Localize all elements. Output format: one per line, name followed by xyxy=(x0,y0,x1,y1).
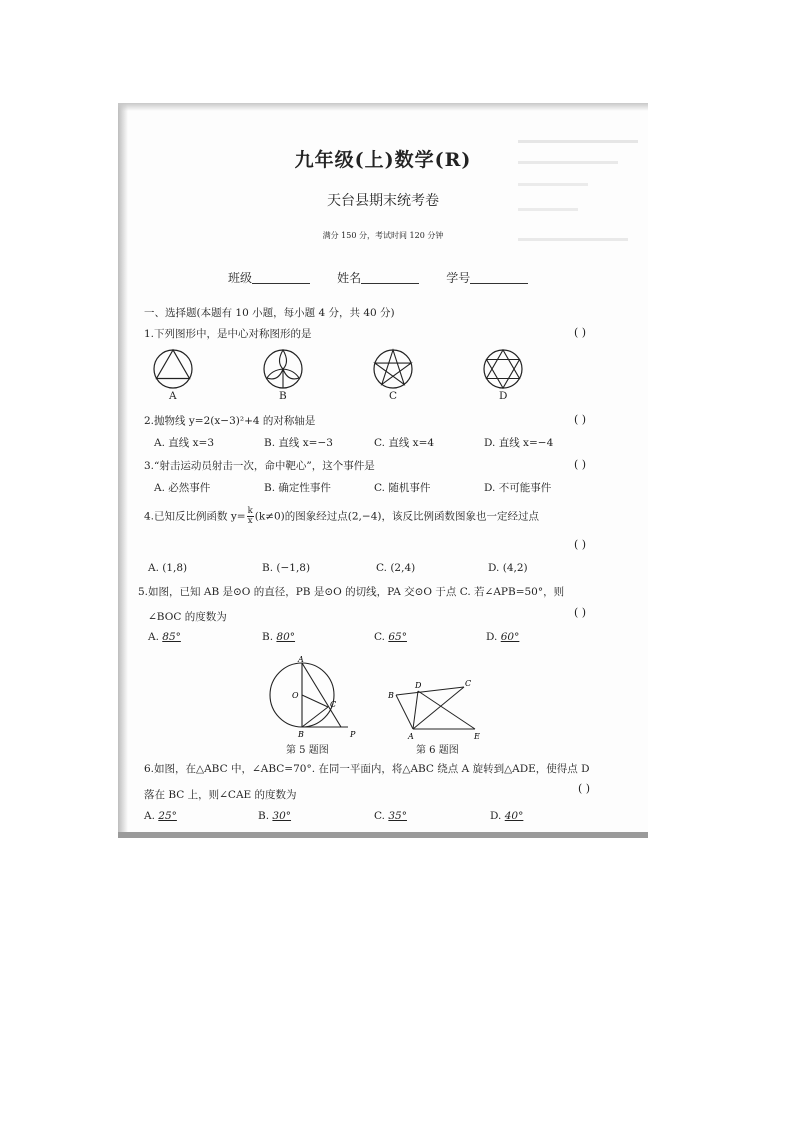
q4-option-a: A. (1,8) xyxy=(148,562,188,574)
figure-6-caption: 第 6 题图 xyxy=(416,745,459,756)
q6-option-c-value: 35° xyxy=(388,810,407,822)
figure-b-petals-in-circle xyxy=(264,350,302,388)
question-3: 3.“射击运动员射击一次，命中靶心”，这个事件是 xyxy=(144,460,375,472)
fig6-label-c: C xyxy=(465,679,472,688)
exam-subtitle: 天台县期末统考卷 xyxy=(327,193,439,209)
q5-option-d-value: 60° xyxy=(500,631,520,643)
fig5-label-a: A xyxy=(298,655,304,664)
q5-option-b-letter: B. xyxy=(262,631,274,643)
q2-option-a: A. 直线 x=3 xyxy=(154,437,214,449)
q3-option-a: A. 必然事件 xyxy=(154,482,211,494)
question-5-line-1: 5.如图，已知 AB 是⊙O 的直径，PB 是⊙O 的切线，PA 交⊙O 于点 C. 若∠APB=50°，则 xyxy=(138,586,565,598)
q5-option-a xyxy=(148,631,181,643)
q5-option-c-value: 65° xyxy=(388,631,407,643)
bleed-through xyxy=(518,183,588,186)
q4-fraction xyxy=(247,507,254,526)
q6-option-c-letter: C. xyxy=(374,810,385,822)
answer-paren-6[interactable]: ( ) xyxy=(578,782,591,795)
id-label: 学号 xyxy=(446,271,471,285)
q6-option-d-letter: D. xyxy=(490,810,502,822)
bleed-through xyxy=(518,140,638,143)
q4-option-c: C. (2,4) xyxy=(376,562,416,574)
fig5-label-o: O xyxy=(292,691,299,700)
q3-option-b: B. 确定性事件 xyxy=(264,482,331,494)
q6-option-b xyxy=(258,810,291,822)
q3-option-d: D. 不可能事件 xyxy=(484,482,552,494)
q2-option-c: C. 直线 x=4 xyxy=(374,437,435,449)
fig5-label-c: C xyxy=(330,700,337,709)
q5-option-c-letter: C. xyxy=(374,631,385,643)
q5-option-b xyxy=(262,631,295,643)
q6-option-d-value: 40° xyxy=(504,810,524,822)
section-heading: 一、选择题(本题有 10 小题，每小题 4 分，共 40 分) xyxy=(144,307,395,319)
figure-d-hexagram-in-circle xyxy=(484,350,522,388)
q1-label-b: B xyxy=(279,390,287,402)
q3-option-c: C. 随机事件 xyxy=(374,482,431,494)
question-4 xyxy=(144,507,539,526)
q5-option-a-value: 85° xyxy=(162,631,181,643)
question-1: 1.下列图形中，是中心对称图形的是 xyxy=(144,328,312,340)
q4-option-b: B. (−1,8) xyxy=(262,562,311,574)
question-6-line-1: 6.如图，在△ABC 中，∠ABC=70°. 在同一平面内，将△ABC 绕点 A 旋转到△ADE，使得点 D xyxy=(144,763,590,775)
name-blank[interactable] xyxy=(361,271,419,284)
q2-option-d: D. 直线 x=−4 xyxy=(484,437,554,449)
q5-option-d-letter: D. xyxy=(486,631,498,643)
fig6-label-b: B xyxy=(388,691,394,700)
figure-5-caption: 第 5 题图 xyxy=(286,745,329,756)
class-blank[interactable] xyxy=(252,271,310,284)
answer-paren-2[interactable]: ( ) xyxy=(574,413,587,426)
fig6-label-d: D xyxy=(415,681,422,690)
figure-5 xyxy=(264,655,364,743)
name-label: 姓名 xyxy=(337,271,362,285)
q5-option-d xyxy=(486,631,519,643)
fig6-label-a: A xyxy=(408,732,414,741)
q5-option-b-value: 80° xyxy=(276,631,296,643)
q6-option-a xyxy=(144,810,177,822)
q1-label-a: A xyxy=(169,390,177,402)
q4-fraction-numerator: k xyxy=(247,506,253,516)
figure-a-triangle-in-circle xyxy=(154,350,192,388)
q5-option-c xyxy=(374,631,407,643)
student-info-row xyxy=(228,267,528,286)
q2-option-b: B. 直线 x=−3 xyxy=(264,437,333,449)
q4-text-a: 4.已知反比例函数 y= xyxy=(144,510,246,523)
q6-option-b-letter: B. xyxy=(258,810,270,822)
q6-option-a-value: 25° xyxy=(158,810,177,822)
q6-option-a-letter: A. xyxy=(144,810,155,822)
answer-paren-5[interactable]: ( ) xyxy=(574,606,587,619)
question-5-line-2: ∠BOC 的度数为 xyxy=(148,611,227,623)
q1-label-d: D xyxy=(499,390,508,402)
q4-option-d: D. (4,2) xyxy=(488,562,528,574)
class-label: 班级 xyxy=(228,271,253,285)
answer-paren-3[interactable]: ( ) xyxy=(574,458,587,471)
scanned-exam-page xyxy=(118,103,648,838)
fig5-label-b: B xyxy=(298,730,304,739)
fig6-label-e: E xyxy=(474,732,480,741)
scan-bottom-edge xyxy=(118,832,648,838)
q1-figures xyxy=(148,346,528,401)
q6-option-c xyxy=(374,810,407,822)
figure-c-star-in-circle xyxy=(374,350,412,388)
q6-option-d xyxy=(490,810,523,822)
exam-info: 满分 150 分，考试时间 120 分钟 xyxy=(322,231,444,240)
exam-title: 九年级(上)数学(R) xyxy=(294,149,472,171)
id-blank[interactable] xyxy=(470,271,528,284)
scan-shadow xyxy=(118,103,128,838)
fig5-label-p: P xyxy=(350,730,356,739)
scan-shadow xyxy=(118,103,648,111)
figure-6 xyxy=(388,677,484,741)
answer-paren-1[interactable]: ( ) xyxy=(574,326,587,339)
q5-option-a-letter: A. xyxy=(148,631,159,643)
q6-option-b-value: 30° xyxy=(272,810,292,822)
q1-label-c: C xyxy=(389,390,398,402)
question-6-line-2: 落在 BC 上，则∠CAE 的度数为 xyxy=(144,789,297,801)
answer-paren-4[interactable]: ( ) xyxy=(574,538,587,551)
question-2: 2.抛物线 y=2(x−3)²+4 的对称轴是 xyxy=(144,415,316,427)
q4-text-b: (k≠0)的图象经过点(2,−4)，该反比例函数图象也一定经过点 xyxy=(254,510,539,523)
q4-fraction-denominator: x xyxy=(247,516,253,526)
